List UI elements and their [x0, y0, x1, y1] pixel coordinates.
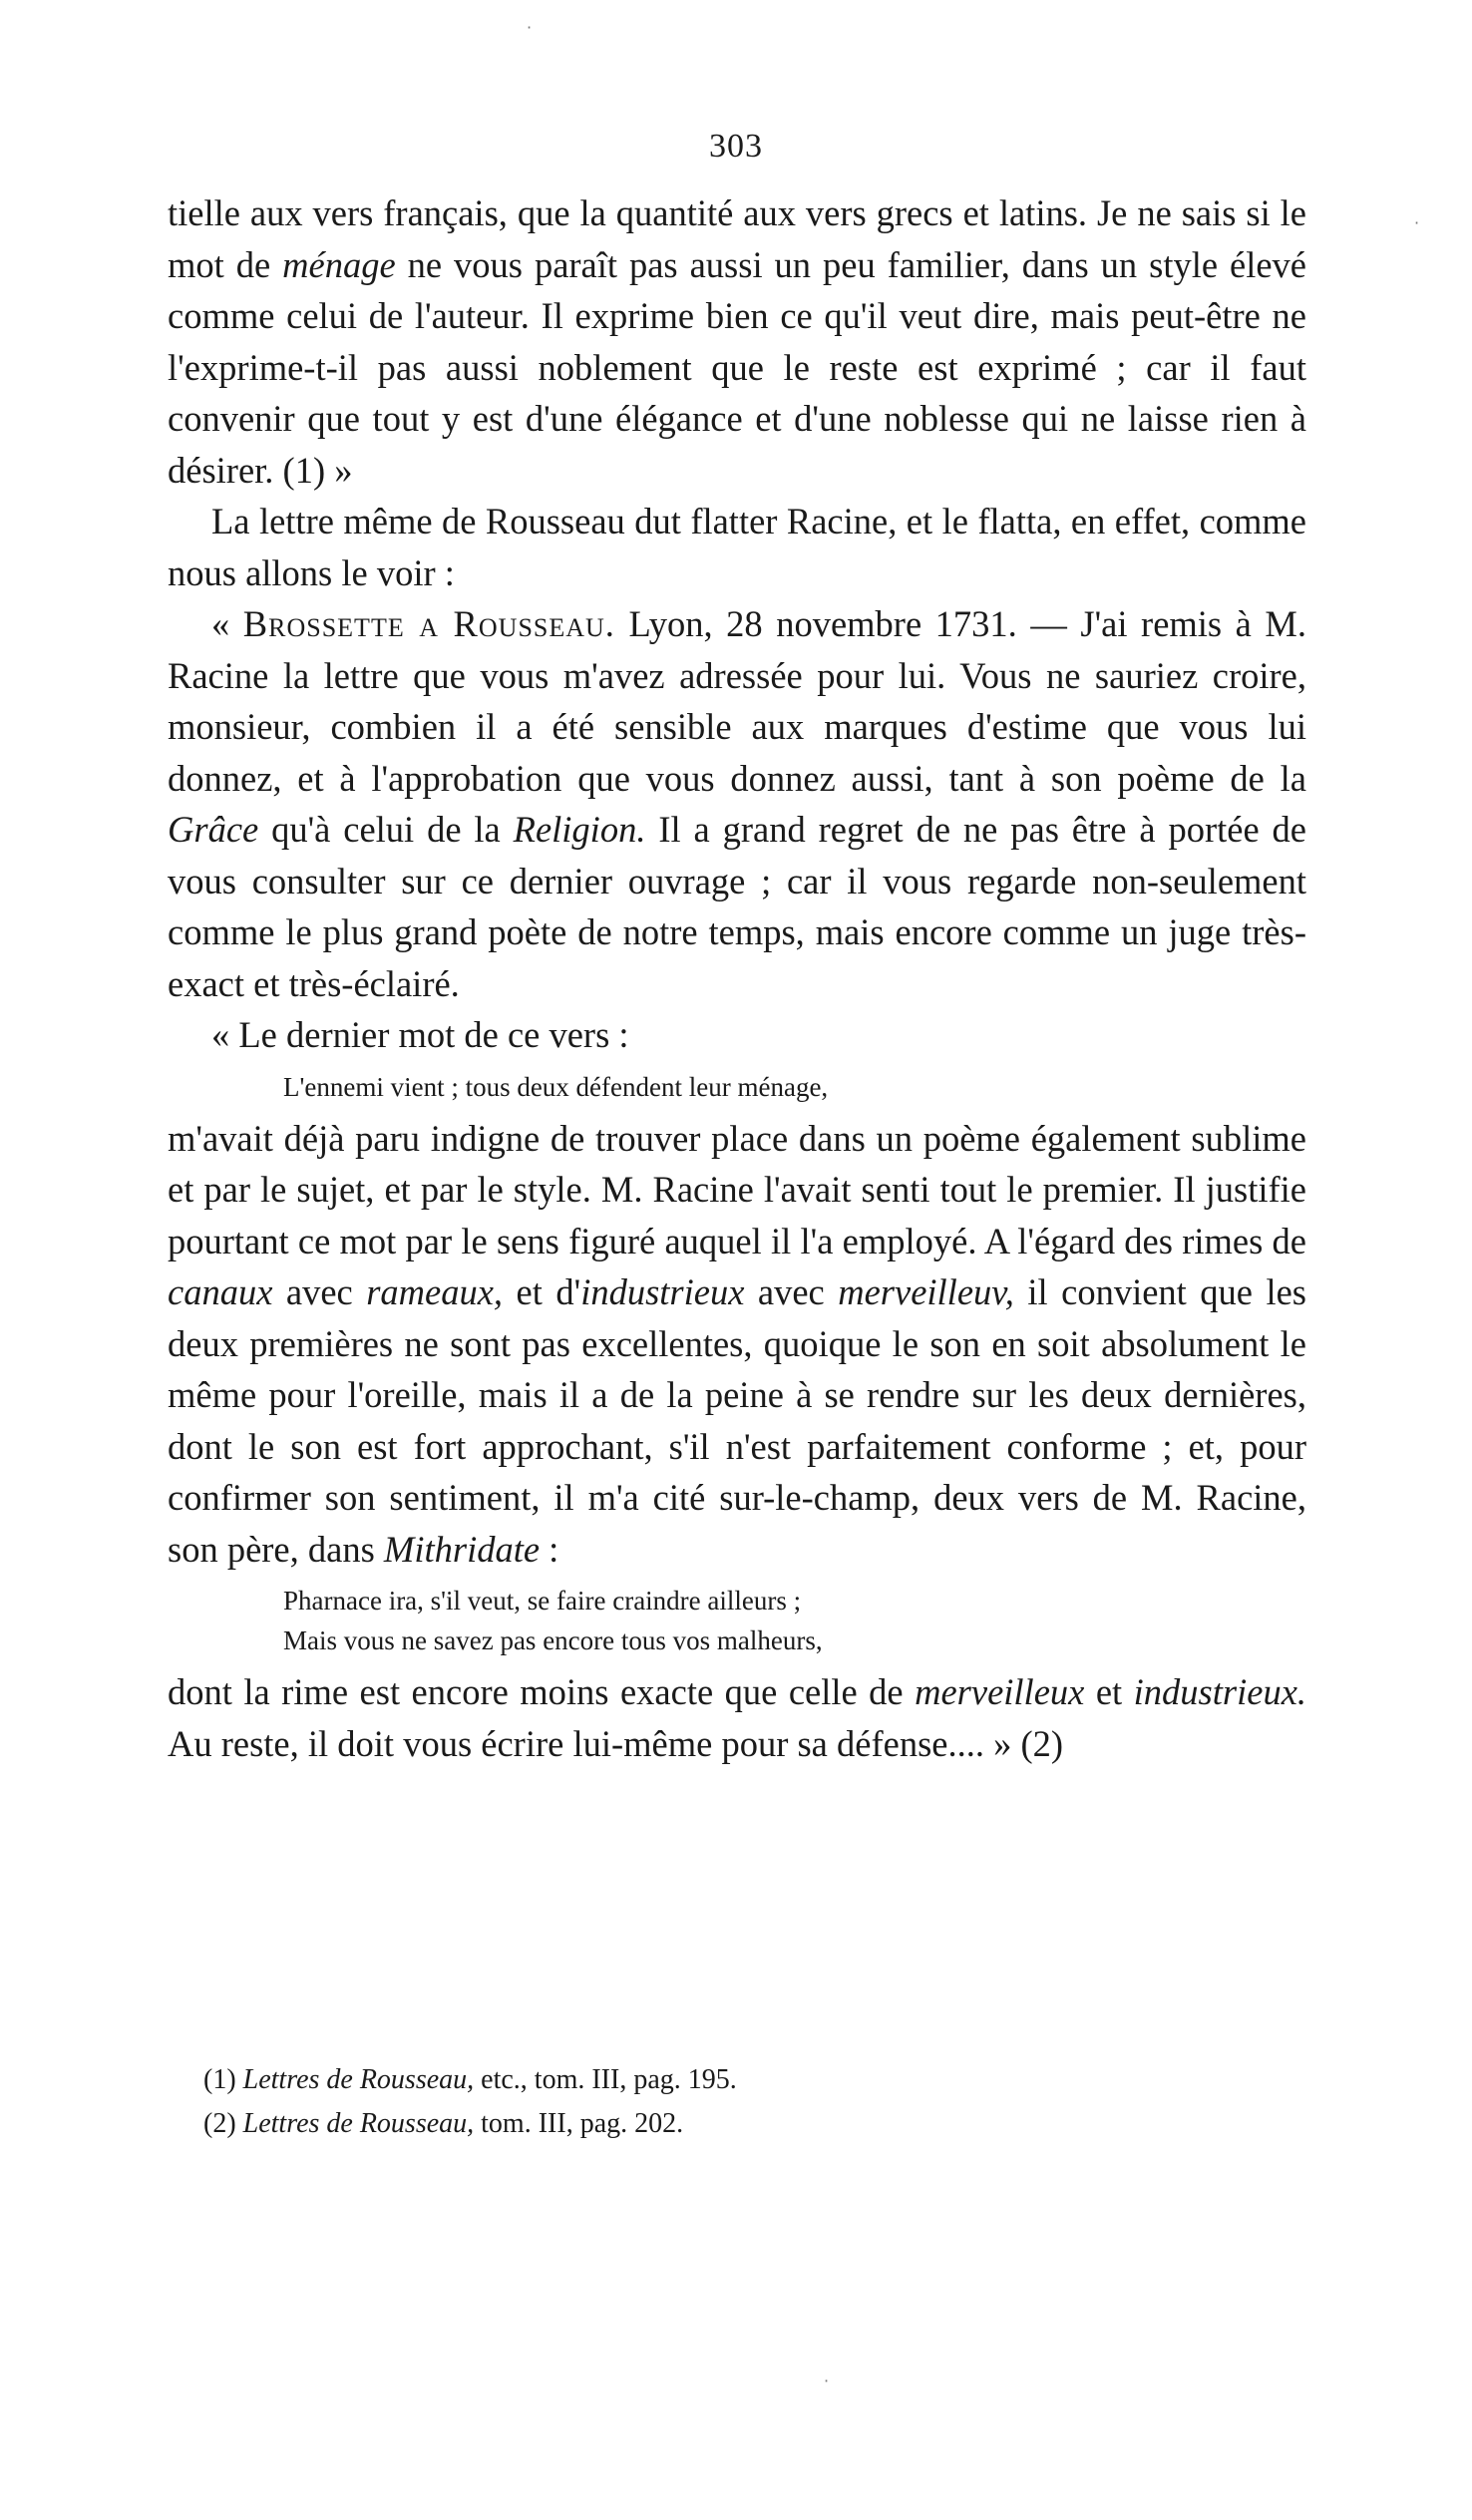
text-run: «	[211, 603, 243, 644]
text-run: Il a grand regret de ne pas être à portée de vous consulter sur ce dernier ouvrage ; car il vous regarde non-seulement comme le plus grand poète de notre temps, mais encore comme un juge très-exact et très-éclairé.	[168, 809, 1306, 1004]
text-run: qu'à celui de la	[258, 809, 514, 850]
page-number: 303	[709, 128, 763, 165]
text-run: dont la rime est encore moins exacte que celle de	[168, 1671, 916, 1712]
footnotes	[203, 2058, 1300, 2146]
scan-speck: ·	[1414, 213, 1420, 232]
italic-text: Mithridate	[383, 1528, 541, 1570]
footnote	[203, 2058, 1300, 2102]
scan-speck: ·	[824, 2371, 830, 2390]
paragraph	[168, 1666, 1306, 1769]
verse-line: Pharnace ira, s'il veut, se faire craindre ailleurs ;	[283, 1586, 802, 1616]
italic-text: ménage	[282, 243, 396, 285]
italic-text: industrieux	[580, 1271, 745, 1312]
italic-text: rameaux,	[366, 1271, 504, 1312]
text-run: (1)	[203, 2064, 243, 2095]
italic-text: Grâce	[168, 809, 259, 850]
paragraph	[168, 1009, 1306, 1061]
text-run: il convient que les deux premières ne sont pas excellentes, quoique le son en soit absolument le même pour l'oreille, mais il a de la peine à se rendre sur les deux dernières, dont le son est fort approchant, s'il n'est parfaitement conforme ; et, pour confirmer son sentiment, il m'a cité sur-le-champ, deux vers de M. Racine, son père, dans	[168, 1271, 1307, 1570]
paragraph	[168, 187, 1306, 496]
text-run: etc., tom. III, pag. 195.	[474, 2064, 737, 2095]
text-run: :	[540, 1528, 559, 1570]
text-run: m'avait déjà paru indigne de trouver place dans un poème également sublime et par le sujet, et par le style. M. Racine l'avait senti tout le premier. Il justifie pourtant ce mot par le sens figuré auquel il l'a employé. A l'égard des rimes de	[168, 1117, 1306, 1261]
paragraph	[168, 598, 1306, 1009]
scan-speck: ·	[527, 18, 533, 37]
text-run: « Le dernier mot de ce vers :	[211, 1014, 629, 1055]
text-run: ne vous paraît pas aussi un peu familier, dans un style élevé comme celui de l'auteur. Il exprime bien ce qu'il veut dire, mais peut-être ne l'exprime-t-il pas aussi noblement que le reste est exprimé ; car il faut convenir que tout y est d'une élégance et d'une noblesse qui ne laisse rien à désirer. (1) »	[168, 243, 1307, 491]
text-run: (2)	[203, 2108, 243, 2139]
text-run: avec	[744, 1271, 839, 1312]
text-run: Au reste, il doit vous écrire lui-même pour sa défense.... » (2)	[168, 1722, 1064, 1764]
italic-text: merveilleux	[915, 1671, 1085, 1712]
italic-text: Lettres de Rousseau,	[242, 2108, 475, 2139]
italic-text: Religion.	[513, 809, 646, 850]
paragraph	[168, 1113, 1306, 1576]
text-run: Lyon, 28 novembre 1731. — J'ai remis à M. Racine la lettre que vous m'avez adressée pour lui. Vous ne sauriez croire, monsieur, combien il a été sensible aux marques d'estime que vous lui donnez, et à l'approbation que vous donnez aussi, tant à son poème de la	[168, 603, 1306, 799]
italic-text: canaux	[168, 1271, 273, 1312]
text-run: et d'	[503, 1271, 581, 1312]
paragraph	[168, 496, 1306, 598]
verse-line: Mais vous ne savez pas encore tous vos malheurs,	[283, 1625, 823, 1655]
text-run: tielle aux vers français, que la quantité aux vers grecs et latins. Je ne sais si le mot de	[168, 192, 1306, 285]
text-run: et	[1084, 1671, 1134, 1712]
text-run: La lettre même de Rousseau dut flatter Racine, et le flatta, en effet, comme nous allons le voir :	[168, 501, 1306, 593]
small-caps-text: Brossette a Rousseau.	[242, 603, 615, 644]
text-run: avec	[272, 1271, 367, 1312]
italic-text: industrieux.	[1133, 1671, 1307, 1712]
main-text	[168, 187, 1306, 1769]
italic-text: Lettres de Rousseau,	[242, 2064, 475, 2095]
text-run: tom. III, pag. 202.	[474, 2108, 684, 2139]
italic-text: merveilleuv,	[838, 1271, 1014, 1312]
verse-line: L'ennemi vient ; tous deux défendent leur ménage,	[283, 1071, 829, 1102]
footnote	[203, 2102, 1300, 2146]
